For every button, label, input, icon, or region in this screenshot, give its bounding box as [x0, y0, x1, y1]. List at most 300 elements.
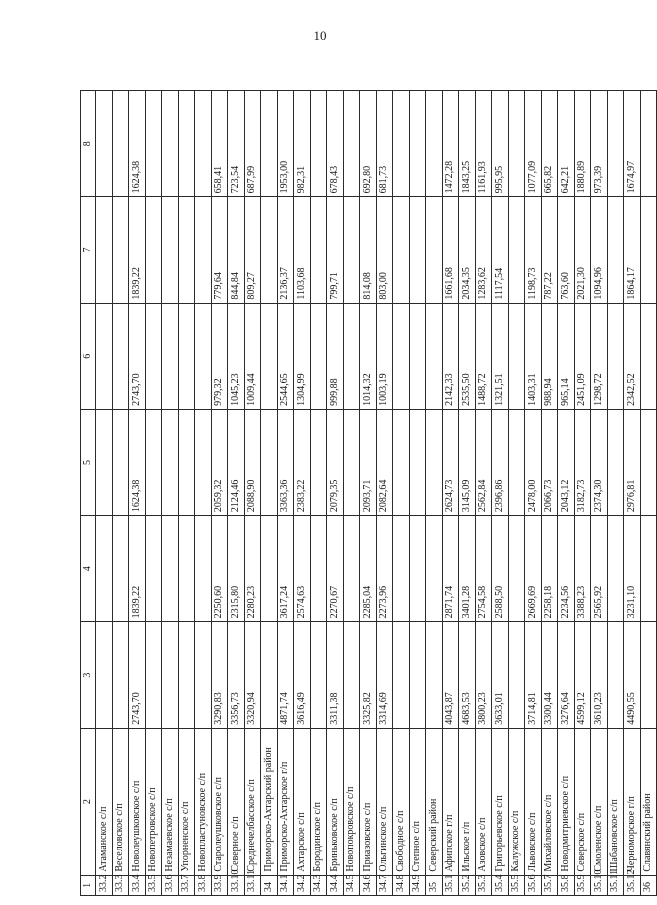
- value-cell: [393, 622, 410, 728]
- value-cell: 799,71: [327, 197, 344, 303]
- row-number: 35.7: [541, 875, 558, 895]
- value-cell: 3356,73: [228, 622, 245, 728]
- value-cell: [343, 197, 360, 303]
- settlement-name: Приморско-Ахтарский район: [261, 728, 278, 875]
- value-cell: [607, 91, 624, 197]
- column-header: 5: [81, 409, 96, 515]
- value-cell: 979,32: [211, 303, 228, 409]
- table-row: [508, 91, 525, 896]
- value-cell: 4871,74: [277, 622, 294, 728]
- value-cell: 1094,96: [591, 197, 608, 303]
- page-number: 10: [313, 28, 327, 43]
- settlement-name: Северское с/п: [574, 728, 591, 875]
- value-cell: [508, 303, 525, 409]
- value-cell: 1321,51: [492, 303, 509, 409]
- value-cell: 2478,00: [525, 409, 542, 515]
- value-cell: [96, 622, 113, 728]
- value-cell: 2136,37: [277, 197, 294, 303]
- value-cell: [426, 197, 443, 303]
- table-row: [525, 91, 542, 896]
- table-row: [541, 91, 558, 896]
- value-cell: 2743,70: [129, 303, 146, 409]
- value-cell: [393, 303, 410, 409]
- value-cell: [112, 197, 129, 303]
- value-cell: 4490,55: [624, 622, 641, 728]
- settlement-name: Новодмитриевское с/п: [558, 728, 575, 875]
- column-header: 4: [81, 516, 96, 622]
- value-cell: 2588,50: [492, 516, 509, 622]
- value-cell: 2535,50: [459, 303, 476, 409]
- value-cell: [112, 516, 129, 622]
- value-cell: [607, 409, 624, 515]
- table-body: [96, 91, 657, 896]
- value-cell: 2544,65: [277, 303, 294, 409]
- value-cell: 3182,73: [574, 409, 591, 515]
- value-cell: 982,31: [294, 91, 311, 197]
- value-cell: [145, 197, 162, 303]
- value-cell: [96, 197, 113, 303]
- value-cell: 2285,04: [360, 516, 377, 622]
- value-cell: 1003,19: [376, 303, 393, 409]
- value-cell: [310, 91, 327, 197]
- value-cell: [343, 303, 360, 409]
- value-cell: 1880,89: [574, 91, 591, 197]
- row-number: 33.2: [96, 875, 113, 895]
- value-cell: 681,73: [376, 91, 393, 197]
- settlement-name: Новопластуновское с/п: [195, 728, 212, 875]
- table-row: [310, 91, 327, 896]
- value-cell: [640, 409, 657, 515]
- row-number: 33.7: [178, 875, 195, 895]
- value-cell: 1077,09: [525, 91, 542, 197]
- value-cell: [145, 91, 162, 197]
- value-cell: 779,64: [211, 197, 228, 303]
- value-cell: 803,00: [376, 197, 393, 303]
- value-cell: 1009,44: [244, 303, 261, 409]
- value-cell: [178, 303, 195, 409]
- table-row: [96, 91, 113, 896]
- column-header: 6: [81, 303, 96, 409]
- value-cell: [393, 409, 410, 515]
- value-cell: 1488,72: [475, 303, 492, 409]
- value-cell: 1839,22: [129, 516, 146, 622]
- column-header: 2: [81, 728, 96, 875]
- value-cell: [112, 303, 129, 409]
- value-cell: 1403,31: [525, 303, 542, 409]
- column-header: 7: [81, 197, 96, 303]
- settlement-name: Новолеушковское с/п: [129, 728, 146, 875]
- value-cell: 2565,92: [591, 516, 608, 622]
- value-cell: [393, 91, 410, 197]
- value-cell: 3145,09: [459, 409, 476, 515]
- row-number: 34.3: [310, 875, 327, 895]
- value-cell: 2043,12: [558, 409, 575, 515]
- row-number: 35.8: [558, 875, 575, 895]
- value-cell: 3616,49: [294, 622, 311, 728]
- row-number: 35.10: [591, 875, 608, 895]
- value-cell: 844,84: [228, 197, 245, 303]
- settlement-name: Новопокровское с/п: [343, 728, 360, 875]
- value-cell: [640, 91, 657, 197]
- value-cell: [96, 91, 113, 197]
- value-cell: [162, 622, 179, 728]
- value-cell: [607, 622, 624, 728]
- value-cell: 2088,90: [244, 409, 261, 515]
- settlement-name: Среднечелбасское с/п: [244, 728, 261, 875]
- settlement-name: Афипское г/п: [442, 728, 459, 875]
- settlement-name: Ахтарское с/п: [294, 728, 311, 875]
- value-cell: 1014,32: [360, 303, 377, 409]
- row-number: 35.1: [442, 875, 459, 895]
- settlement-name: Григорьевское с/п: [492, 728, 509, 875]
- value-cell: 2093,71: [360, 409, 377, 515]
- value-cell: 1839,22: [129, 197, 146, 303]
- value-cell: [261, 622, 278, 728]
- value-cell: [162, 303, 179, 409]
- value-cell: [195, 197, 212, 303]
- value-cell: [640, 622, 657, 728]
- value-cell: [162, 409, 179, 515]
- value-cell: 687,99: [244, 91, 261, 197]
- row-number: 33.11: [244, 875, 261, 895]
- value-cell: 1953,00: [277, 91, 294, 197]
- value-cell: 1624,38: [129, 91, 146, 197]
- value-cell: 2562,84: [475, 409, 492, 515]
- value-cell: [426, 622, 443, 728]
- row-number: 35.9: [574, 875, 591, 895]
- settlement-name: Славянский район: [640, 728, 657, 875]
- value-cell: [508, 409, 525, 515]
- row-number: 33.5: [145, 875, 162, 895]
- value-cell: [178, 197, 195, 303]
- value-cell: 3610,23: [591, 622, 608, 728]
- row-number: 34.8: [393, 875, 410, 895]
- value-cell: 3314,69: [376, 622, 393, 728]
- row-number: 35.11: [607, 875, 624, 895]
- value-cell: 2451,09: [574, 303, 591, 409]
- table-row: [376, 91, 393, 896]
- value-cell: [310, 622, 327, 728]
- value-cell: 2754,58: [475, 516, 492, 622]
- value-cell: 2250,60: [211, 516, 228, 622]
- column-header: 8: [81, 91, 96, 197]
- value-cell: [343, 91, 360, 197]
- value-cell: [343, 516, 360, 622]
- value-cell: [310, 516, 327, 622]
- value-cell: 3388,23: [574, 516, 591, 622]
- value-cell: [195, 516, 212, 622]
- value-cell: [426, 303, 443, 409]
- value-cell: 2383,22: [294, 409, 311, 515]
- value-cell: [96, 516, 113, 622]
- value-cell: [195, 91, 212, 197]
- column-header: 3: [81, 622, 96, 728]
- value-cell: [178, 516, 195, 622]
- value-cell: [426, 91, 443, 197]
- value-cell: 2124,46: [228, 409, 245, 515]
- value-cell: 3363,36: [277, 409, 294, 515]
- value-cell: 1624,38: [129, 409, 146, 515]
- value-cell: 665,82: [541, 91, 558, 197]
- value-cell: [178, 91, 195, 197]
- value-cell: [343, 409, 360, 515]
- value-cell: [96, 303, 113, 409]
- value-cell: 1674,97: [624, 91, 641, 197]
- value-cell: [145, 516, 162, 622]
- value-cell: [145, 409, 162, 515]
- value-cell: 642,21: [558, 91, 575, 197]
- value-cell: 2743,70: [129, 622, 146, 728]
- table-row: [426, 91, 443, 896]
- value-cell: 3800,23: [475, 622, 492, 728]
- table-row: [228, 91, 245, 896]
- value-cell: 2374,30: [591, 409, 608, 515]
- table-row: [591, 91, 608, 896]
- value-cell: 2280,23: [244, 516, 261, 622]
- settlement-name: Ольгинское с/п: [376, 728, 393, 875]
- value-cell: 2079,35: [327, 409, 344, 515]
- value-cell: [145, 303, 162, 409]
- settlement-name: Черноморское г/п: [624, 728, 641, 875]
- table-row: [112, 91, 129, 896]
- value-cell: [261, 516, 278, 622]
- settlement-name: Смоленское с/п: [591, 728, 608, 875]
- settlement-name: Калужское с/п: [508, 728, 525, 875]
- settlement-name: Атаманское с/п: [96, 728, 113, 875]
- value-cell: [409, 409, 426, 515]
- tariff-table: [80, 90, 657, 896]
- settlement-name: Северский район: [426, 728, 443, 875]
- value-cell: 763,60: [558, 197, 575, 303]
- value-cell: 2396,86: [492, 409, 509, 515]
- value-cell: 988,94: [541, 303, 558, 409]
- value-cell: 3276,64: [558, 622, 575, 728]
- value-cell: 1103,68: [294, 197, 311, 303]
- value-cell: 2871,74: [442, 516, 459, 622]
- value-cell: [640, 303, 657, 409]
- row-number: 35.6: [525, 875, 542, 895]
- value-cell: [178, 409, 195, 515]
- table-row: [145, 91, 162, 896]
- table-row: [459, 91, 476, 896]
- value-cell: 3231,10: [624, 516, 641, 622]
- settlement-name: Новопетровское с/п: [145, 728, 162, 875]
- value-cell: [195, 622, 212, 728]
- value-cell: 2669,69: [525, 516, 542, 622]
- value-cell: [426, 409, 443, 515]
- value-cell: 1283,62: [475, 197, 492, 303]
- row-number: 33.3: [112, 875, 129, 895]
- value-cell: 2624,73: [442, 409, 459, 515]
- value-cell: [145, 622, 162, 728]
- settlement-name: Незамаевское с/п: [162, 728, 179, 875]
- value-cell: 2270,67: [327, 516, 344, 622]
- table-row: [162, 91, 179, 896]
- settlement-name: Приморско-Ахтарское г/п: [277, 728, 294, 875]
- row-number: 34.2: [294, 875, 311, 895]
- value-cell: [607, 516, 624, 622]
- value-cell: [261, 409, 278, 515]
- value-cell: [409, 91, 426, 197]
- row-number: 34: [261, 875, 278, 895]
- table-row: [343, 91, 360, 896]
- value-cell: 678,43: [327, 91, 344, 197]
- value-cell: 2976,81: [624, 409, 641, 515]
- value-cell: 2574,63: [294, 516, 311, 622]
- table-row: [244, 91, 261, 896]
- settlement-name: Ильское г/п: [459, 728, 476, 875]
- table-row: [261, 91, 278, 896]
- settlement-name: Бородинское с/п: [310, 728, 327, 875]
- value-cell: 2066,73: [541, 409, 558, 515]
- value-cell: 2234,56: [558, 516, 575, 622]
- row-number: 35.5: [508, 875, 525, 895]
- table-row: [558, 91, 575, 896]
- value-cell: [640, 516, 657, 622]
- value-cell: [607, 197, 624, 303]
- value-cell: [195, 409, 212, 515]
- table-row: [640, 91, 657, 896]
- value-cell: [409, 516, 426, 622]
- settlement-name: Михайловское с/п: [541, 728, 558, 875]
- row-number: 34.4: [327, 875, 344, 895]
- table-row: [492, 91, 509, 896]
- settlement-name: Веселовское с/п: [112, 728, 129, 875]
- row-number: 34.7: [376, 875, 393, 895]
- column-header: 1: [81, 875, 96, 895]
- settlement-name: Северное с/п: [228, 728, 245, 875]
- table-row: [178, 91, 195, 896]
- value-cell: [640, 197, 657, 303]
- value-cell: 995,95: [492, 91, 509, 197]
- header-row: [81, 91, 96, 896]
- value-cell: [162, 516, 179, 622]
- table-row: [129, 91, 146, 896]
- value-cell: [393, 516, 410, 622]
- value-cell: [112, 91, 129, 197]
- settlement-name: Бриньковское с/п: [327, 728, 344, 875]
- value-cell: [409, 622, 426, 728]
- value-cell: 3320,94: [244, 622, 261, 728]
- table-row: [409, 91, 426, 896]
- value-cell: 658,41: [211, 91, 228, 197]
- settlement-name: Старолеушковское с/п: [211, 728, 228, 875]
- value-cell: [310, 197, 327, 303]
- value-cell: [393, 197, 410, 303]
- value-cell: [261, 303, 278, 409]
- value-cell: 723,54: [228, 91, 245, 197]
- table-row: [607, 91, 624, 896]
- value-cell: [112, 622, 129, 728]
- value-cell: 1864,17: [624, 197, 641, 303]
- table-row: [294, 91, 311, 896]
- value-cell: 3290,83: [211, 622, 228, 728]
- value-cell: 1843,25: [459, 91, 476, 197]
- value-cell: 3714,81: [525, 622, 542, 728]
- value-cell: 3311,38: [327, 622, 344, 728]
- rotated-table-container: [80, 90, 654, 896]
- value-cell: 999,88: [327, 303, 344, 409]
- row-number: 34.5: [343, 875, 360, 895]
- value-cell: [195, 303, 212, 409]
- row-number: 33.10: [228, 875, 245, 895]
- table-row: [327, 91, 344, 896]
- value-cell: 2342,52: [624, 303, 641, 409]
- row-number: 34.1: [277, 875, 294, 895]
- table-row: [624, 91, 641, 896]
- value-cell: 1661,68: [442, 197, 459, 303]
- row-number: 35: [426, 875, 443, 895]
- table-row: [195, 91, 212, 896]
- settlement-name: Упорненское с/п: [178, 728, 195, 875]
- value-cell: 1472,28: [442, 91, 459, 197]
- value-cell: 3300,44: [541, 622, 558, 728]
- row-number: 36: [640, 875, 657, 895]
- value-cell: 2315,80: [228, 516, 245, 622]
- value-cell: [96, 409, 113, 515]
- value-cell: 973,39: [591, 91, 608, 197]
- value-cell: 809,27: [244, 197, 261, 303]
- table-row: [393, 91, 410, 896]
- value-cell: 2059,32: [211, 409, 228, 515]
- settlement-name: Приазовское с/п: [360, 728, 377, 875]
- value-cell: 965,14: [558, 303, 575, 409]
- value-cell: 1298,72: [591, 303, 608, 409]
- value-cell: [426, 516, 443, 622]
- value-cell: 787,22: [541, 197, 558, 303]
- settlement-name: Азовское с/п: [475, 728, 492, 875]
- value-cell: 1045,23: [228, 303, 245, 409]
- value-cell: [607, 303, 624, 409]
- table-row: [360, 91, 377, 896]
- value-cell: [261, 197, 278, 303]
- row-number: 34.6: [360, 875, 377, 895]
- value-cell: 3325,82: [360, 622, 377, 728]
- value-cell: 1117,54: [492, 197, 509, 303]
- value-cell: [508, 516, 525, 622]
- value-cell: [261, 91, 278, 197]
- value-cell: [409, 303, 426, 409]
- settlement-name: Львовское с/п: [525, 728, 542, 875]
- value-cell: [409, 197, 426, 303]
- value-cell: 692,80: [360, 91, 377, 197]
- table-row: [277, 91, 294, 896]
- value-cell: 2273,96: [376, 516, 393, 622]
- value-cell: 1161,93: [475, 91, 492, 197]
- value-cell: 4683,53: [459, 622, 476, 728]
- value-cell: 4043,87: [442, 622, 459, 728]
- table-row: [475, 91, 492, 896]
- value-cell: [178, 622, 195, 728]
- row-number: 33.9: [211, 875, 228, 895]
- value-cell: [310, 303, 327, 409]
- value-cell: 2258,18: [541, 516, 558, 622]
- row-number: 35.4: [492, 875, 509, 895]
- table-row: [211, 91, 228, 896]
- value-cell: 3633,01: [492, 622, 509, 728]
- value-cell: 3401,28: [459, 516, 476, 622]
- value-cell: [508, 91, 525, 197]
- value-cell: 3617,24: [277, 516, 294, 622]
- value-cell: [162, 91, 179, 197]
- settlement-name: Степное с/п: [409, 728, 426, 875]
- row-number: 35.2: [459, 875, 476, 895]
- value-cell: 2021,30: [574, 197, 591, 303]
- value-cell: 2082,64: [376, 409, 393, 515]
- value-cell: [343, 622, 360, 728]
- row-number: 33.6: [162, 875, 179, 895]
- value-cell: [310, 409, 327, 515]
